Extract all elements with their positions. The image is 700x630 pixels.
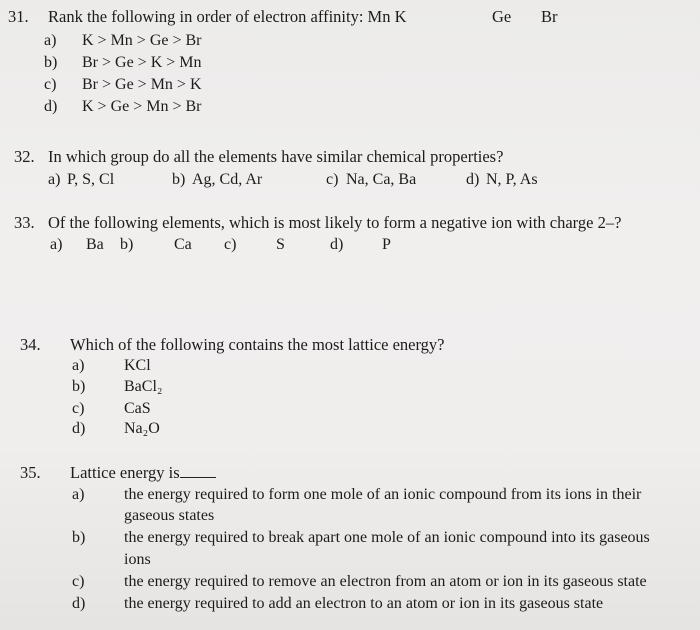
q35-option-a-line2: gaseous states bbox=[124, 507, 215, 524]
q35-option-b-line1: the energy required to break apart one mole of an ionic compound into its gaseous bbox=[124, 529, 650, 546]
q31-option-a-letter: a) bbox=[44, 32, 57, 49]
question-31-extra-br: Br bbox=[541, 7, 558, 26]
q35-option-c-line1: the energy required to remove an electron from an atom or ion in its gaseous state bbox=[124, 573, 647, 590]
question-35-number: 35. bbox=[20, 463, 41, 482]
q34-option-d: Na₂O bbox=[124, 420, 160, 437]
q31-option-c-letter: c) bbox=[44, 76, 57, 93]
q33-option-c: S bbox=[276, 236, 285, 253]
q32-option-c: Na, Ca, Ba bbox=[346, 171, 417, 188]
q35-option-c-letter: c) bbox=[72, 573, 85, 590]
q35-option-a-line1: the energy required to form one mole of an ionic compound from its ions in their bbox=[124, 486, 642, 503]
q35-option-d-letter: d) bbox=[72, 595, 86, 612]
question-34-number: 34. bbox=[20, 335, 41, 354]
q33-option-a-letter: a) bbox=[50, 236, 63, 253]
question-34-text: Which of the following contains the most lattice energy? bbox=[70, 335, 445, 354]
q31-option-b-letter: b) bbox=[44, 54, 58, 71]
q35-option-d-line1: the energy required to add an electron to an atom or ion in its gaseous state bbox=[124, 595, 604, 612]
q34-option-a: KCl bbox=[124, 357, 151, 374]
answer-blank bbox=[180, 463, 216, 478]
q33-option-d-letter: d) bbox=[330, 236, 344, 253]
q32-option-c-letter: c) bbox=[326, 171, 339, 188]
q31-option-a: K > Mn > Ge > Br bbox=[82, 32, 202, 49]
question-32-text: In which group do all the elements have similar chemical properties? bbox=[48, 147, 504, 166]
question-31-text: Rank the following in order of electron affinity: Mn K bbox=[48, 7, 407, 26]
q35-option-a-letter: a) bbox=[72, 486, 85, 503]
q31-option-c: Br > Ge > Mn > K bbox=[82, 76, 202, 93]
question-35-text: Lattice energy is bbox=[70, 463, 180, 482]
question-31-number: 31. bbox=[8, 7, 29, 26]
question-33-text: Of the following elements, which is most likely to form a negative ion with charge 2–? bbox=[48, 213, 622, 232]
q35-option-b-letter: b) bbox=[72, 529, 86, 546]
q35-option-b-line2: ions bbox=[124, 551, 151, 568]
q33-option-c-letter: c) bbox=[224, 236, 237, 253]
q33-option-a: Ba bbox=[86, 236, 104, 253]
q32-option-d-letter: d) bbox=[466, 171, 480, 188]
question-31-extra-ge: Ge bbox=[492, 7, 512, 26]
q33-option-b-letter: b) bbox=[120, 236, 134, 253]
q32-option-b: Ag, Cd, Ar bbox=[192, 171, 263, 188]
q34-option-b: BaCl₂ bbox=[124, 378, 163, 395]
q34-option-c: CaS bbox=[124, 400, 151, 417]
q31-option-d: K > Ge > Mn > Br bbox=[82, 98, 202, 115]
q34-option-b-letter: b) bbox=[72, 378, 86, 395]
q33-option-d: P bbox=[382, 236, 391, 253]
q32-option-a: P, S, Cl bbox=[67, 171, 115, 188]
q34-option-d-letter: d) bbox=[72, 420, 86, 437]
q32-option-a-letter: a) bbox=[48, 171, 61, 188]
q31-option-b: Br > Ge > K > Mn bbox=[82, 54, 202, 71]
q32-option-d: N, P, As bbox=[486, 171, 538, 188]
q32-option-b-letter: b) bbox=[172, 171, 186, 188]
q34-option-c-letter: c) bbox=[72, 400, 85, 417]
question-35-stem bbox=[70, 463, 216, 483]
q31-option-d-letter: d) bbox=[44, 98, 58, 115]
question-33-number: 33. bbox=[14, 213, 35, 232]
q34-option-a-letter: a) bbox=[72, 357, 85, 374]
question-32-number: 32. bbox=[14, 147, 35, 166]
q33-option-b: Ca bbox=[174, 236, 192, 253]
